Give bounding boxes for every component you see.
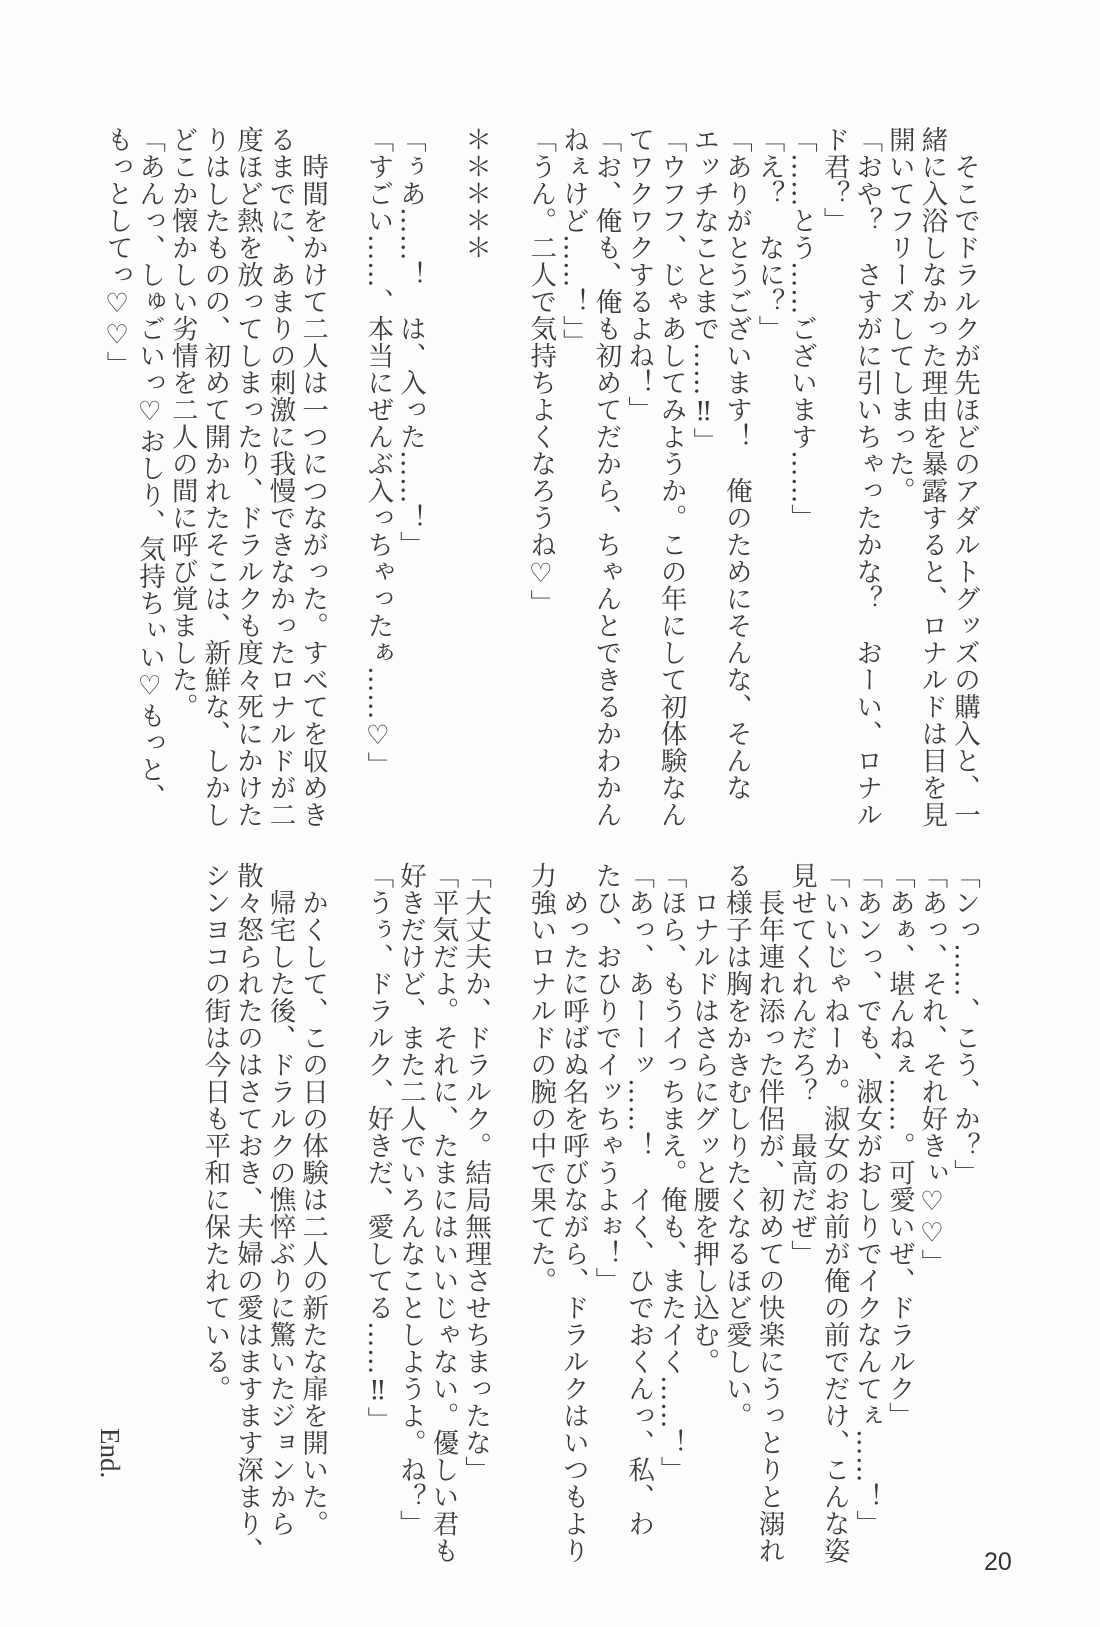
text-line: てワクワクするよね！」 xyxy=(623,126,655,423)
text-line: 散々怒られたのはさておき、夫婦の愛はますます深まり、 xyxy=(231,862,263,1564)
blank-line xyxy=(491,862,524,1502)
text-line: そこでドラルクが先ほどのアダルトグッズの購入と、一 xyxy=(949,152,980,828)
blank-line xyxy=(426,126,459,766)
text-line: 好きだけど、また二人でいろんなことしようよ。ね？」 xyxy=(394,862,426,1537)
text-line: 開いてフリーズしてしまった。 xyxy=(883,126,915,504)
text-block-top xyxy=(100,126,980,828)
text-line: ロナルドはさらにグッと腰を押し込む。 xyxy=(688,888,720,1375)
end-mark: End. xyxy=(95,1428,125,1479)
text-line: 「ほら、もうイっちまえ。俺も、またイく……！」 xyxy=(655,862,687,1483)
text-line: 「あんっ、しゅごいっ♡おしり、気持ちぃい♡もっと、 xyxy=(134,126,166,810)
text-line: 「いいじゃねーか。淑女のお前が俺の前でだけ、こんな姿 xyxy=(818,862,850,1564)
text-line: 「お、俺も、俺も初めてだから、ちゃんとできるかわかん xyxy=(590,126,622,828)
text-line: 「ンっ……、こう、か？」 xyxy=(949,862,980,1186)
text-line: 「平気だよ。それに、たまにはいいじゃない。優しい君も xyxy=(427,862,459,1564)
text-line: 「うん。二人で気持ちよくなろうね♡」 xyxy=(525,126,557,617)
text-line: シンヨコの街は今日も平和に保たれている。 xyxy=(199,862,231,1402)
text-line: 「あぁ、堪んねぇ……。可愛いぜ、ドラルク」 xyxy=(883,862,915,1429)
text-line: もっとしてっ♡♡」 xyxy=(101,126,133,378)
text-line: 「あっ、あーーッ……！ イく、ひでおくんっ、私、わ xyxy=(623,862,655,1537)
text-line: 帰宅した後、ドラルクの憔悴ぶりに驚いたジョンから xyxy=(264,888,296,1537)
text-line: 長年連れ添った伴侶が、初めての快楽にうっとりと溺れ xyxy=(753,888,785,1564)
text-line: かくして、この日の体験は二人の新たな扉を開いた。 xyxy=(297,888,329,1537)
text-line: る様子は胸をかきむしりたくなるほど愛しい。 xyxy=(720,862,752,1429)
text-line: 「ぅあ……！ は、入った……！」 xyxy=(394,126,426,558)
text-line: 「あっ、それ、それ好きぃ♡♡」 xyxy=(916,862,948,1276)
page-number: 20 xyxy=(984,1548,1012,1576)
text-line: たひ、おひりでイッちゃうよぉ！」 xyxy=(590,862,622,1294)
text-line: 「すごい……、本当にぜんぶ入っちゃったぁ……♡」 xyxy=(362,126,394,779)
text-line: 「……とう……ございます……」 xyxy=(786,126,818,531)
text-line: ド君？」 xyxy=(818,126,850,234)
text-line: 緒に入浴しなかった理由を暴露すると、ロナルドは目を見 xyxy=(916,126,948,828)
text-line: 「え？ なに？」 xyxy=(753,126,785,342)
text-line: エッチなことまで……‼」 xyxy=(688,126,720,455)
text-line: 時間をかけて二人は一つにつながった。すべてを収めき xyxy=(297,152,329,828)
text-line: ＊＊＊＊＊ xyxy=(460,126,492,261)
text-line: どこか懐かしい劣情を二人の間に呼び覚ました。 xyxy=(166,126,198,720)
text-line: 見せてくれんだろ？ 最高だぜ」 xyxy=(786,862,818,1267)
text-block-bottom xyxy=(198,862,980,1564)
blank-line xyxy=(328,862,361,1502)
text-line: めったに呼ばぬ名を呼びながら、ドラルクはいつもより xyxy=(557,888,589,1564)
text-line: 「あンっ、でも、淑女がおしりでイクなんてぇ……！」 xyxy=(851,862,883,1537)
text-line: るまでに、あまりの刺激に我慢できなかったロナルドが二 xyxy=(264,126,296,828)
text-line: 「おや？ さすがに引いちゃったかな？ おーい、ロナル xyxy=(851,126,883,828)
text-line: 「大丈夫か、ドラルク。結局無理させちまったな」 xyxy=(460,862,492,1483)
blank-line xyxy=(328,126,361,766)
text-line: 力強いロナルドの腕の中で果てた。 xyxy=(525,862,557,1294)
text-line: ねぇけど……！」」 xyxy=(557,126,589,356)
text-line: 「ありがとうございます！ 俺のためにそんな、そんな xyxy=(720,126,752,801)
blank-line xyxy=(491,126,524,766)
text-line: 「うぅ、ドラルク、好きだ、愛してる……‼」 xyxy=(362,862,394,1434)
text-line: 度ほど熱を放ってしまったり、ドラルクも度々死にかけた xyxy=(231,126,263,828)
text-line: 「ウフフ、じゃあしてみようか。この年にして初体験なん xyxy=(655,126,687,828)
text-line: りはしたものの、初めて開かれたそこは、新鮮な、しかし xyxy=(199,126,231,828)
